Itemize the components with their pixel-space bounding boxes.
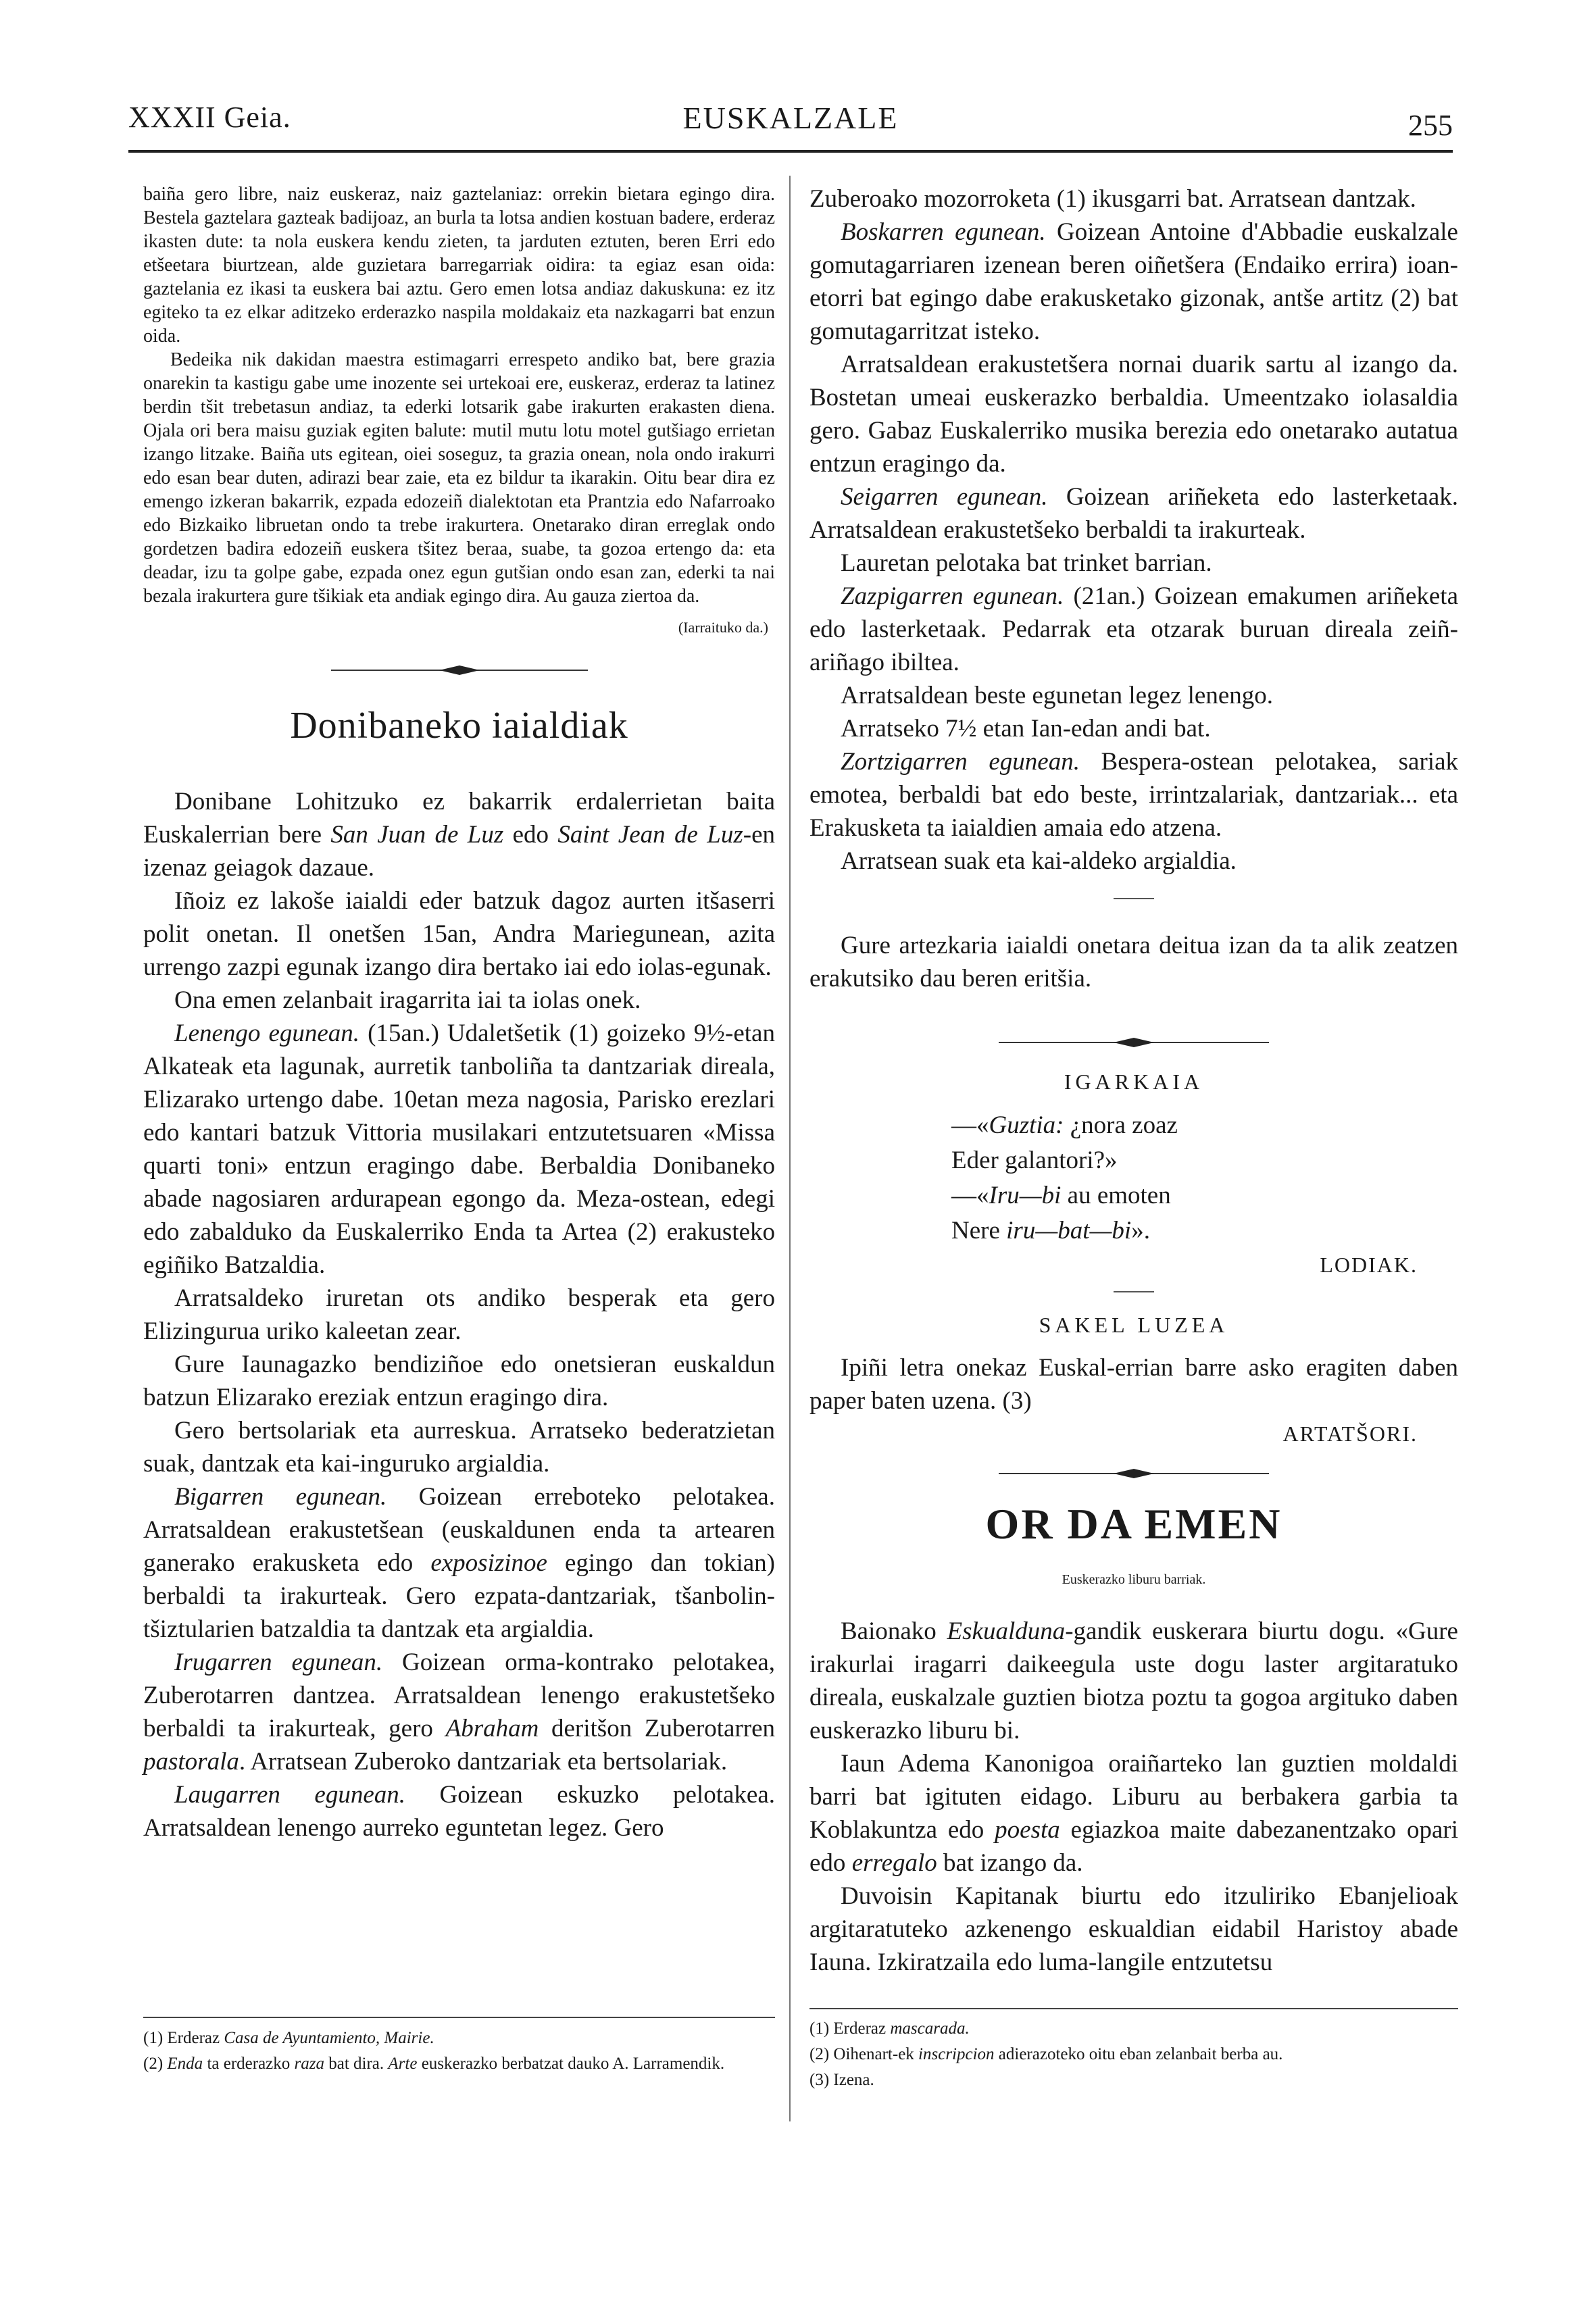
article-paragraph: Boskarren egunean. Goizean Antoine d'Abbadie euskalzale gomutagarriaren izenean beren oiñetšera (Endaiko errira) ioan-etorri bat egingo dabe erakusketako gizonak, antše artitz (2) bat gomutagarritzat isteko. <box>809 218 1458 345</box>
riddle-author: ARTATŠORI. <box>1282 1422 1418 1446</box>
article-paragraph: Arratsaldean beste egunetan legez lenengo. <box>841 682 1274 709</box>
short-divider <box>1114 898 1154 899</box>
article-paragraph: Lenengo egunean. (15an.) Udaletšetik (1) goizeko 9½-etan Alkateak eta lagunak, aurretik tanboliña ta dantzariak direala, Elizarako urtengo dabe. 10etan meza nagosia, Parisko erezlari edo kantari batzuk Vittoria musilakari entzutetsuaren «Missa quarti toni» entzun eragingo dabe. Berbaldia Donibaneko abade nagosiaren ardurapean egongo da. Meza-ostean, edegi edo zabalduko da Euskalerriko Enda ta Artea (2) erakusteko egiñiko Batzaldia. <box>143 1020 775 1279</box>
article-paragraph: Iñoiz ez lakoše iaialdi eder batzuk dagoz aurten itšaserri polit onetan. Il onetšen 15an, Andra Mariegunean, azita urrengo zazpi egunak izango dira bertako iai edo iolas-egunak. <box>143 887 775 981</box>
article-paragraph: Lauretan pelotaka bat trinket barrian. <box>841 549 1212 577</box>
section-body <box>809 1615 1458 1979</box>
article-title: Donibaneko iaialdiak <box>290 705 628 747</box>
section-title: OR DA EMEN <box>985 1500 1282 1548</box>
article-paragraph: Laugarren egunean. Goizean eskuzko pelotakea. Arratsaldean lenengo aurreko eguntetan legez. Gero <box>143 1781 775 1842</box>
footnote: (1) Erderaz mascarada. <box>809 2019 970 2038</box>
issue-number: XXXII Geia. <box>128 101 291 134</box>
riddle-title: IGARKAIA <box>1064 1070 1204 1094</box>
right-column <box>809 182 1458 1979</box>
footnote: (2) Oihenart-ek inscripcion adierazoteko oitu eban zelanbait berba au. <box>809 2045 1283 2063</box>
short-divider <box>1114 1291 1154 1292</box>
ornament-divider <box>999 1036 1269 1049</box>
article-paragraph: Gure Iaunagazko bendiziñoe edo onetsieran euskaldun batzun Elizarako ereziak entzun eragingo dira. <box>143 1351 775 1411</box>
footnote: (3) Izena. <box>809 2071 874 2089</box>
footnotes-right <box>809 2016 1458 2093</box>
footnote: (2) Enda ta erderazko raza bat dira. Arte euskerazko berbatzat dauko A. Larramendik. <box>143 2055 725 2073</box>
article-paragraph: Arratseko 7½ etan Ian-edan andi bat. <box>841 715 1211 743</box>
article-continuation <box>809 182 1458 995</box>
riddle-title: SAKEL LUZEA <box>1039 1313 1229 1337</box>
poem-line: Eder galantori?» <box>951 1147 1118 1174</box>
riddle-author: LODIAK. <box>1320 1253 1418 1277</box>
article-paragraph: Gure artezkaria iaialdi onetara deitua izan da ta alik zeatzen erakutsiko dau beren eritšia. <box>809 932 1458 992</box>
footnote-rule <box>143 2017 775 2018</box>
article-paragraph: Donibane Lohitzuko ez bakarrik erdalerrietan baita Euskalerrian bere San Juan de Luz edo Saint Jean de Luz-en izenaz geiagok dazaue. <box>143 788 775 882</box>
page-number: 255 <box>1408 109 1453 142</box>
article-paragraph: Zazpigarren egunean. (21an.) Goizean emakumen ariñeketa edo lasterketaak. Pedarrak eta otzarak buruan direala zeiñ-ariñago ibiltea. <box>809 582 1459 676</box>
section-subtitle: Euskerazko liburu barriak. <box>1062 1572 1206 1587</box>
article-paragraph: Baionako Eskualduna-gandik euskerara biurtu dogu. «Gure irakurlai iragarri daikeegula uste dogu laster argitaratuko direala, euskalzale guztien biotza poztu ta gogoa argituko daben euskerazko liburu bi. <box>809 1617 1458 1744</box>
left-column <box>143 182 775 1844</box>
poem-line: —«Guztia: ¿nora zoaz <box>951 1111 1178 1139</box>
article-paragraph: Zuberoako mozorroketa (1) ikusgarri bat. Arratsean dantzak. <box>809 185 1416 213</box>
article-paragraph: Iaun Adema Kanonigoa oraiñarteko lan guztien moldaldi barri bat igituten eidago. Liburu au berbakera garbia ta Koblakuntza edo poesta egiazkoa maite dabezanentzako opari edo erregalo bat izango da. <box>809 1750 1458 1877</box>
header-rule <box>128 150 1453 153</box>
page-header <box>128 100 1453 154</box>
intro-paragraph: baiña gero libre, naiz euskeraz, naiz gaztelaniaz: orrekin bietara egingo dira. Bestela gaztelara gazteak badijoaz, an burla ta lotsa andien kostuan badere, erderaz ikasten dute: ta nola euskera kendu zieten, ta jarduten eztuten, beren Erri edo etšeetara biurtzean, alde guzietara barregarriak oidira: ta egiaz esan oida: gaztelania ez ikasi ta euskera bai aztu. Gero emen lotsa andiaz dakuskuna: ez itz egiteko ta ez elkar aditzeko erderazko naspila moldakaiz eta nazkagarri bat enzun oida. <box>143 184 775 347</box>
article-paragraph: Arratsean suak eta kai-aldeko argialdia. <box>841 847 1237 875</box>
journal-title: EUSKALZALE <box>682 101 899 135</box>
intro-paragraph: Bedeika nik dakidan maestra estimagarri errespeto andiko bat, bere grazia onarekin ta kastigu gabe ume inozente sei urtekoai ere, euskeraz, erderaz ta latinez berdin tšit trebetasun andiaz, ta ederki lotsarik gabe irakurten erakasten diena. Ojala ori bera maisu guziak egiten balute: mutil mutu lotu motel gutšiago errietan izango litzake. Baiña uts egitean, oiei soseguz, ta grazia onean, nola ondo irakurri edo esan bear duten, adirazi bear zaie, eta ez bildur ta ikarakin. Oitu bear dira ez emengo izkeran bakarrik, ezpada edozeiñ dialektotan eta Prantzia edo Nafarroako edo Bizkaiko libruetan ondo ta trebe irakurtera. Onetarako diran erreglak ondo gordetzen badira edozeiñ euskera tšitez beraa, suabe, ta gozoa ertengo da: eta deadar, izu ta golpe gabe, ezpada onez egun gutšian ondo esan zan, ederki ta nai bezala irakurtera gure tšikiak eta andiak egingo dira. Au gauza ziertoa da. <box>143 349 775 607</box>
footnotes-left <box>143 2026 775 2077</box>
continuation-note: (Iarraituko da.) <box>678 619 768 636</box>
article-paragraph: Gero bertsolariak eta aurreskua. Arratseko bederatzietan suak, dantzak eta kai-inguruko argialdia. <box>143 1417 775 1478</box>
article-paragraph: Bigarren egunean. Goizean erreboteko pelotakea. Arratsaldean erakustetšean (euskaldunen enda ta artearen ganerako erakusketa edo exposizinoe egingo dan tokian) berbaldi ta irakurteak. Gero ezpata-dantzariak, tšanbolin-tšiztularien batzaldia ta dantzak eta argialdia. <box>143 1483 775 1643</box>
footnote: (1) Erderaz Casa de Ayuntamiento, Mairie. <box>143 2029 434 2047</box>
column-divider <box>789 176 791 2121</box>
article-paragraph: Ona emen zelanbait iragarrita iai ta iolas onek. <box>174 986 641 1014</box>
article-paragraph: Irugarren egunean. Goizean orma-kontrako pelotakea, Zuberotarren dantzea. Arratsaldean lenengo erakustetšeko berbaldi ta irakurteak, gero Abraham deritšon Zuberotarren pastorala. Arratsean Zuberoko dantzariak eta bertsolariak. <box>143 1649 775 1776</box>
article-paragraph: Seigarren egunean. Goizean ariñeketa edo lasterketaak. Arratsaldean erakustetšeko berbaldi ta irakurteak. <box>809 483 1458 544</box>
poem-line: Nere iru—bat—bi». <box>951 1217 1150 1244</box>
article-paragraph: Arratsaldean erakustetšera nornai duarik sartu al izango da. Bostetan umeai euskerazko berbaldia. Umeentzako iolasaldia gero. Gabaz Euskalerriko musika berezia edo onetarako autatua entzun eragingo da. <box>809 351 1458 478</box>
ornament-divider <box>331 663 588 677</box>
riddle-text-wrap <box>809 1351 1458 1417</box>
ornament-divider <box>999 1467 1269 1480</box>
article-paragraph: Zortzigarren egunean. Bespera-ostean pelotakea, sariak emotea, berbaldi bat edo beste, irrintzalariak, dantzariak... eta Erakusketa ta iaialdien amaia edo atzena. <box>809 748 1458 842</box>
poem-line: —«Iru—bi au emoten <box>951 1182 1171 1209</box>
article-body <box>143 785 775 1844</box>
footnote-rule <box>809 2008 1458 2009</box>
riddle-text: Ipiñi letra onekaz Euskal-errian barre asko eragiten daben paper baten uzena. (3) <box>809 1354 1458 1415</box>
riddle-poem <box>951 1108 1458 1249</box>
article-paragraph: Duvoisin Kapitanak biurtu edo itzuliriko Ebanjelioak argitaratuteko azkenengo eskualdian eidabil Haristoy abade Iauna. Izkiratzaila edo luma-langile entzutetsu <box>809 1882 1458 1976</box>
continued-article <box>143 182 775 636</box>
article-paragraph: Arratsaldeko iruretan ots andiko besperak eta gero Elizingurua uriko kaleetan zear. <box>143 1284 775 1345</box>
